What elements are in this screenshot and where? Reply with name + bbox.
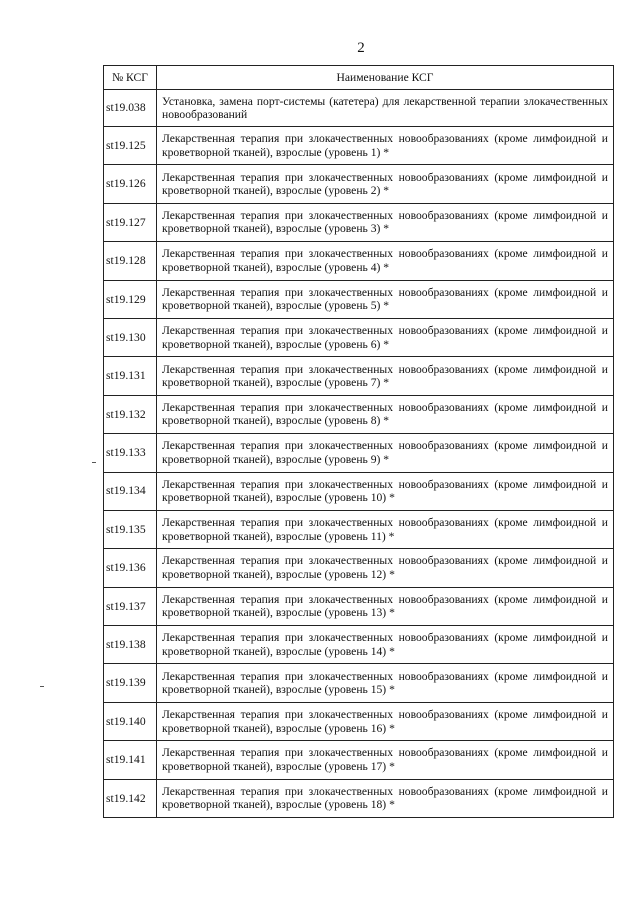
ksg-code: st19.140 — [104, 702, 157, 740]
ksg-code: st19.131 — [104, 357, 157, 395]
table-row — [104, 203, 614, 241]
ksg-name: Лекарственная терапия при злокачественных новообразованиях (кроме лимфоидной и кроветворной тканей), взрослые (уровень 8) * — [157, 395, 614, 433]
ksg-name: Лекарственная терапия при злокачественных новообразованиях (кроме лимфоидной и кроветворной тканей), взрослые (уровень 12) * — [157, 549, 614, 587]
table-row — [104, 779, 614, 817]
page-number: 2 — [357, 40, 365, 56]
ksg-name: Лекарственная терапия при злокачественных новообразованиях (кроме лимфоидной и кроветворной тканей), взрослые (уровень 16) * — [157, 702, 614, 740]
ksg-code: st19.129 — [104, 280, 157, 318]
ksg-code: st19.138 — [104, 626, 157, 664]
ksg-code: st19.141 — [104, 741, 157, 779]
ksg-code: st19.133 — [104, 434, 157, 472]
ksg-name: Установка, замена порт-системы (катетера) для лекарственной терапии злокачественных новообразований — [157, 90, 614, 127]
table-row — [104, 664, 614, 702]
table-row — [104, 510, 614, 548]
ksg-code: st19.132 — [104, 395, 157, 433]
table-body — [104, 90, 614, 818]
ksg-name: Лекарственная терапия при злокачественных новообразованиях (кроме лимфоидной и кроветворной тканей), взрослые (уровень 4) * — [157, 242, 614, 280]
ksg-code: st19.127 — [104, 203, 157, 241]
scan-speck — [40, 686, 44, 687]
ksg-name: Лекарственная терапия при злокачественных новообразованиях (кроме лимфоидной и кроветворной тканей), взрослые (уровень 10) * — [157, 472, 614, 510]
ksg-name: Лекарственная терапия при злокачественных новообразованиях (кроме лимфоидной и кроветворной тканей), взрослые (уровень 6) * — [157, 318, 614, 356]
ksg-code: st19.136 — [104, 549, 157, 587]
table-row — [104, 434, 614, 472]
column-header-code: № КСГ — [104, 66, 157, 90]
table-row — [104, 280, 614, 318]
table-row — [104, 127, 614, 165]
ksg-name: Лекарственная терапия при злокачественных новообразованиях (кроме лимфоидной и кроветворной тканей), взрослые (уровень 18) * — [157, 779, 614, 817]
ksg-name: Лекарственная терапия при злокачественных новообразованиях (кроме лимфоидной и кроветворной тканей), взрослые (уровень 9) * — [157, 434, 614, 472]
ksg-name: Лекарственная терапия при злокачественных новообразованиях (кроме лимфоидной и кроветворной тканей), взрослые (уровень 2) * — [157, 165, 614, 203]
ksg-name: Лекарственная терапия при злокачественных новообразованиях (кроме лимфоидной и кроветворной тканей), взрослые (уровень 15) * — [157, 664, 614, 702]
table-header-row — [104, 66, 614, 90]
table-row — [104, 626, 614, 664]
table-row — [104, 165, 614, 203]
ksg-code: st19.135 — [104, 510, 157, 548]
ksg-name: Лекарственная терапия при злокачественных новообразованиях (кроме лимфоидной и кроветворной тканей), взрослые (уровень 3) * — [157, 203, 614, 241]
ksg-code: st19.038 — [104, 90, 157, 127]
ksg-code: st19.130 — [104, 318, 157, 356]
table-row — [104, 90, 614, 127]
ksg-name: Лекарственная терапия при злокачественных новообразованиях (кроме лимфоидной и кроветворной тканей), взрослые (уровень 13) * — [157, 587, 614, 625]
table-row — [104, 357, 614, 395]
ksg-code: st19.137 — [104, 587, 157, 625]
ksg-name: Лекарственная терапия при злокачественных новообразованиях (кроме лимфоидной и кроветворной тканей), взрослые (уровень 11) * — [157, 510, 614, 548]
ksg-name: Лекарственная терапия при злокачественных новообразованиях (кроме лимфоидной и кроветворной тканей), взрослые (уровень 5) * — [157, 280, 614, 318]
ksg-code: st19.128 — [104, 242, 157, 280]
scan-speck — [92, 462, 96, 463]
ksg-table — [103, 65, 614, 818]
table-row — [104, 242, 614, 280]
ksg-code: st19.125 — [104, 127, 157, 165]
ksg-name: Лекарственная терапия при злокачественных новообразованиях (кроме лимфоидной и кроветворной тканей), взрослые (уровень 1) * — [157, 127, 614, 165]
table-row — [104, 741, 614, 779]
ksg-code: st19.139 — [104, 664, 157, 702]
ksg-code: st19.126 — [104, 165, 157, 203]
table-row — [104, 318, 614, 356]
table-row — [104, 549, 614, 587]
ksg-code: st19.134 — [104, 472, 157, 510]
table-row — [104, 472, 614, 510]
column-header-name: Наименование КСГ — [157, 66, 614, 90]
ksg-name: Лекарственная терапия при злокачественных новообразованиях (кроме лимфоидной и кроветворной тканей), взрослые (уровень 7) * — [157, 357, 614, 395]
ksg-name: Лекарственная терапия при злокачественных новообразованиях (кроме лимфоидной и кроветворной тканей), взрослые (уровень 17) * — [157, 741, 614, 779]
table-row — [104, 587, 614, 625]
ksg-code: st19.142 — [104, 779, 157, 817]
table-row — [104, 395, 614, 433]
ksg-name: Лекарственная терапия при злокачественных новообразованиях (кроме лимфоидной и кроветворной тканей), взрослые (уровень 14) * — [157, 626, 614, 664]
table-row — [104, 702, 614, 740]
